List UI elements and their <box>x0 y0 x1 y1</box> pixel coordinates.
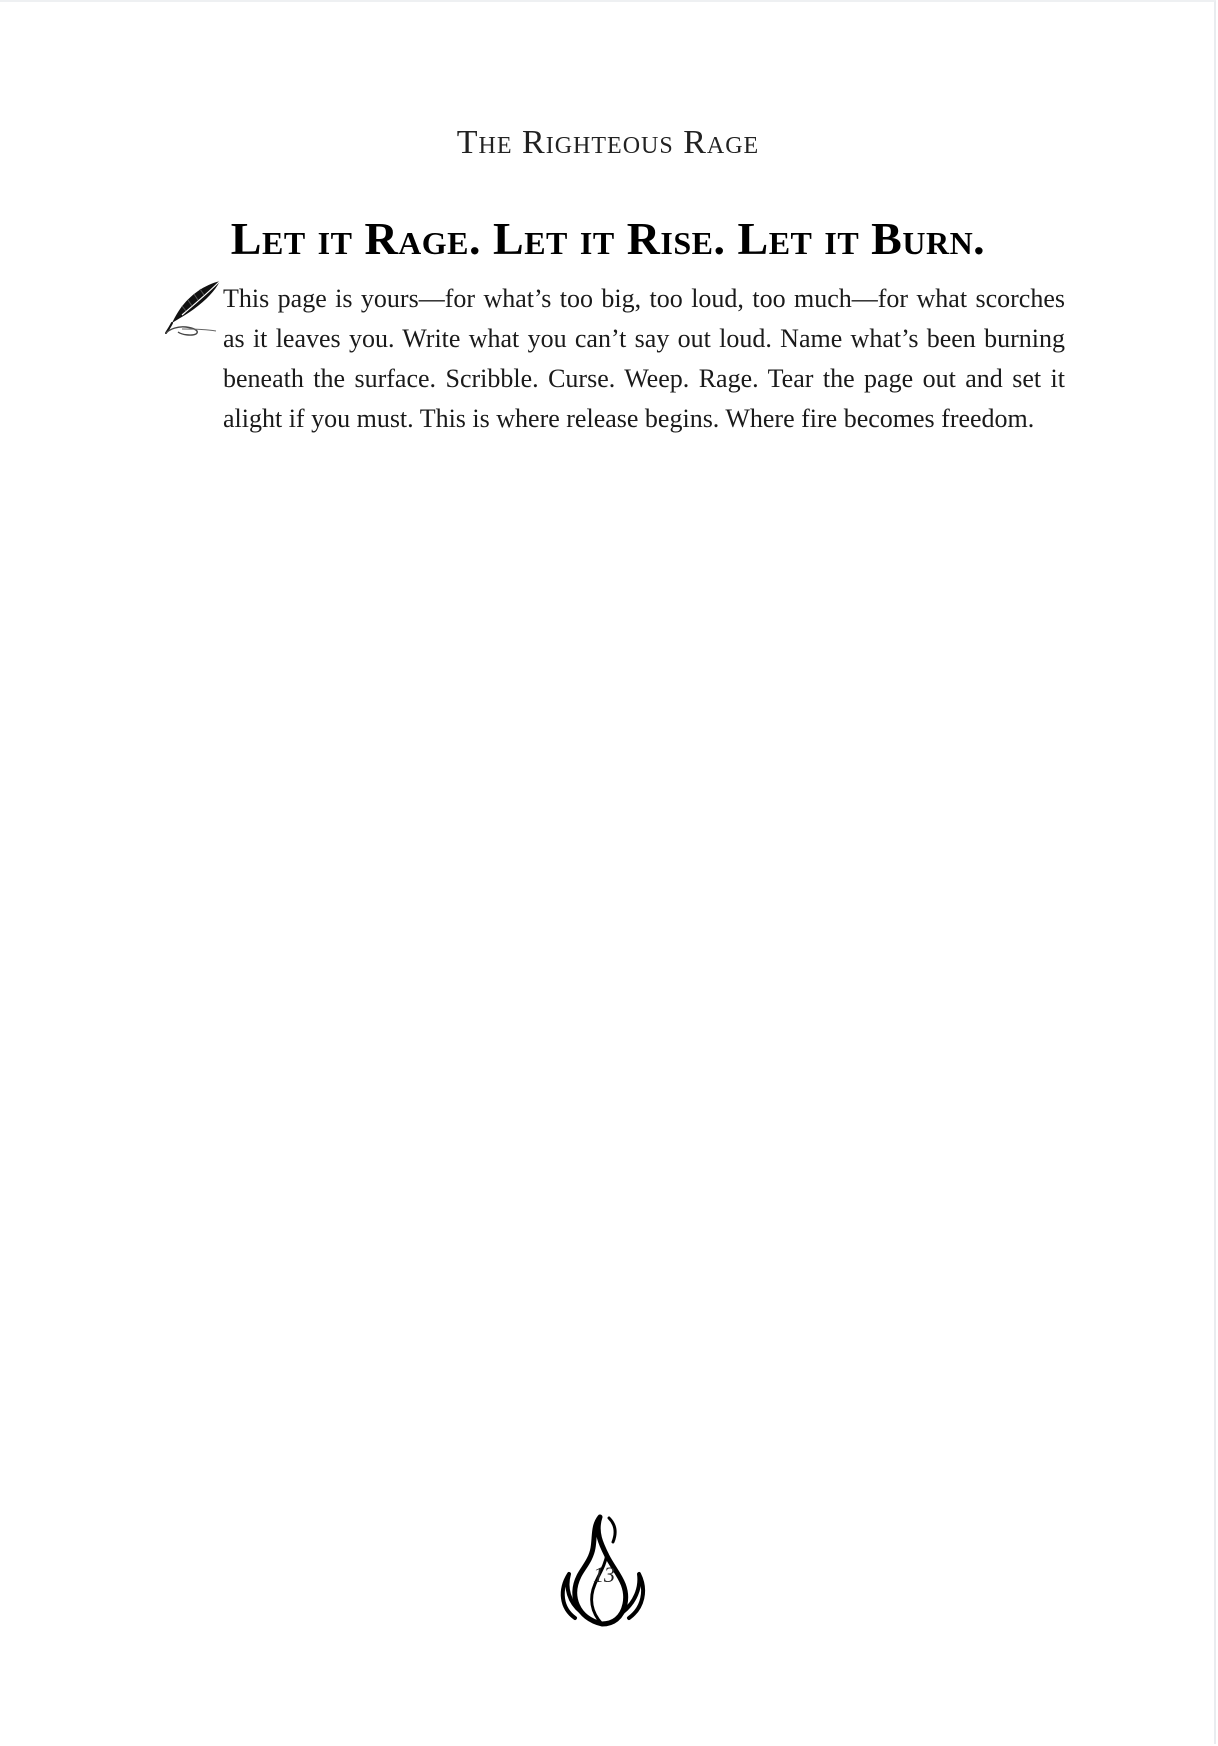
prompt-text: This page is yours—for what’s too big, too loud, too much—for what scorches as it leaves you. Write what you can’t say out loud. Name what’s been burning beneath the surface. Scribble. Curse. Weep. Rage. Tear the page out and set it alight if you must. This is where release begins. Where fire becomes freedom. <box>223 284 1065 433</box>
writing-prompt <box>160 279 1065 439</box>
page-title: Let it Rage. Let it Rise. Let it Burn. <box>230 213 986 264</box>
page-number: 13 <box>593 1562 615 1587</box>
running-header: The Righteous Rage <box>456 124 760 161</box>
quill-icon <box>160 279 224 337</box>
page-folio <box>555 1514 649 1632</box>
